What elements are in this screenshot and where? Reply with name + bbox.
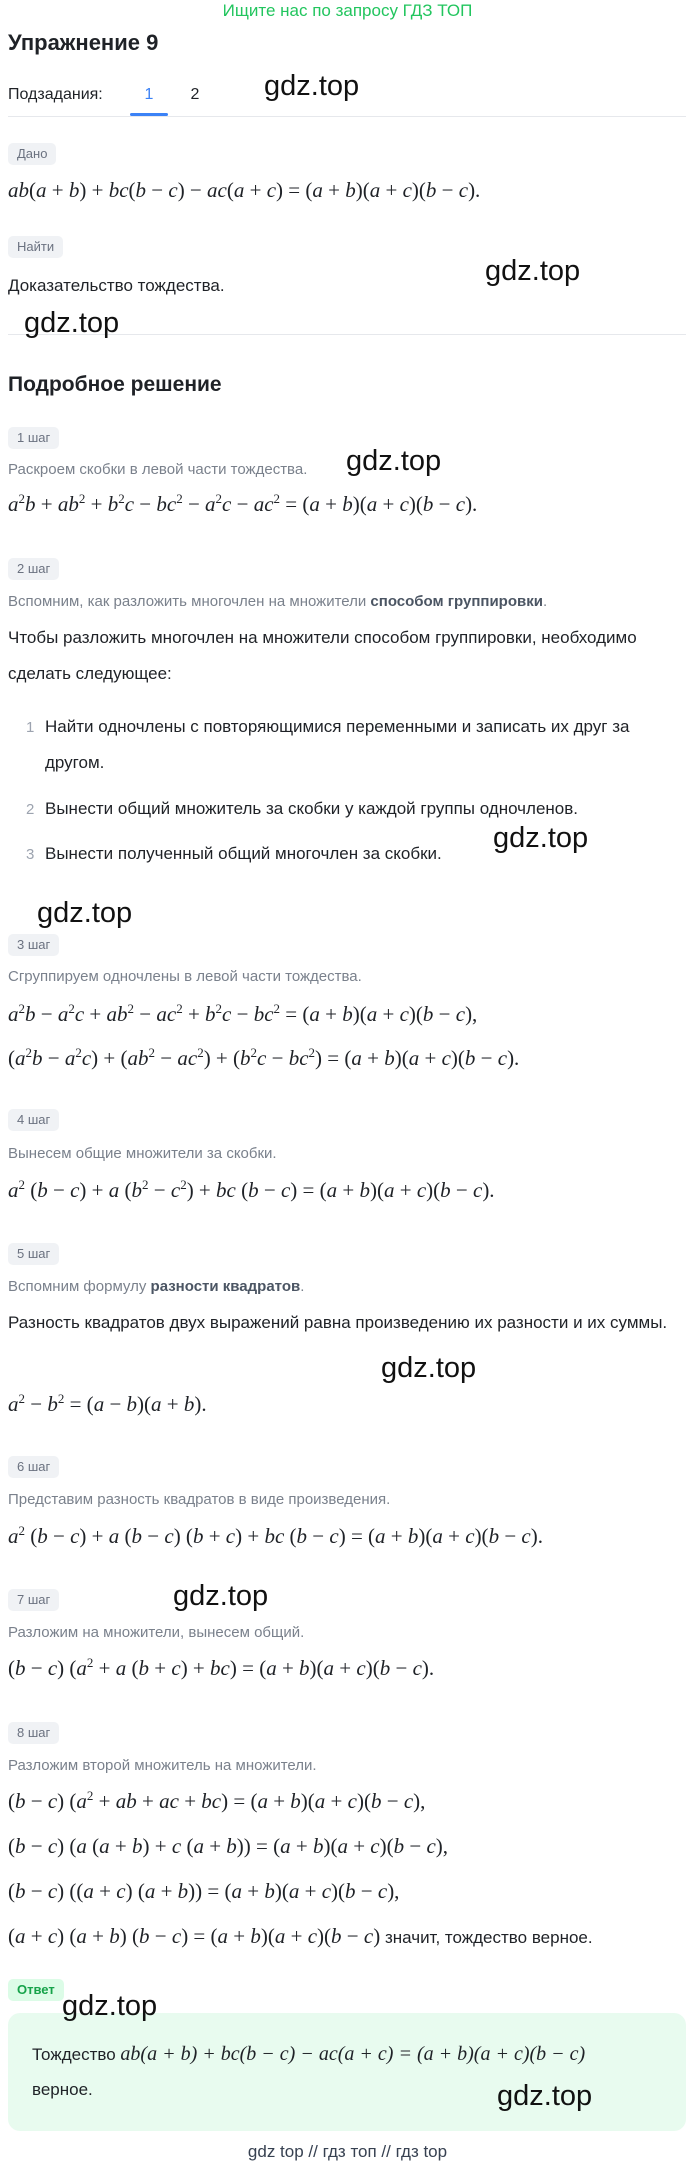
step-label: 7 шаг bbox=[8, 1589, 59, 1611]
step-label: 1 шаг bbox=[8, 427, 59, 449]
tab-subtask-1[interactable]: 1 bbox=[144, 86, 154, 103]
answer-line: Тождество ab(a + b) + bc(b − c) − ac(a + c) = (a + b)(a + c)(b − c) bbox=[32, 2043, 586, 2065]
step-label: 5 шаг bbox=[8, 1243, 59, 1265]
conclusion-text: значит, тождество верное. bbox=[380, 1928, 593, 1947]
step-formula: (a + c) (a + b) (b − c) = (a + b)(a + c)(b − c) значит, тождество верное. bbox=[8, 1924, 593, 1948]
find-label: Найти bbox=[8, 236, 63, 258]
step-formula: $a^2$ (b − c) + a $(b^2 - c^2)$ + bc (b − c) = (a + b)(a + c)(b − c). bbox=[8, 1177, 495, 1202]
watermark: gdz.top bbox=[264, 70, 360, 102]
step-hint: Разложим на множители, вынесем общий. bbox=[8, 1624, 305, 1641]
list-number: 2 bbox=[26, 801, 35, 818]
watermark: gdz.top bbox=[37, 897, 133, 929]
list-item: Вынести общий множитель за скобки у каждой группы одночленов. bbox=[45, 799, 579, 818]
watermark: gdz.top bbox=[346, 445, 442, 477]
step-text: Разность квадратов двух выражений равна произведению их разности и их суммы. bbox=[8, 1313, 668, 1332]
answer-suffix: верное. bbox=[32, 2080, 93, 2099]
subtasks-label: Подзадания: bbox=[8, 86, 103, 103]
watermark: gdz.top bbox=[24, 307, 120, 339]
watermark: gdz.top bbox=[381, 1352, 477, 1384]
step-label: 4 шаг bbox=[8, 1109, 59, 1131]
page-title: Упражнение 9 bbox=[8, 30, 159, 55]
given-label: Дано bbox=[8, 143, 56, 165]
answer-box bbox=[8, 2013, 686, 2131]
step-hint: Сгруппируем одночлены в левой части тождества. bbox=[8, 968, 362, 985]
step-formula: (b − c) ($a^2$ + ab + ac + bc) = (a + b)(a + c)(b − c), bbox=[8, 1788, 426, 1813]
search-banner: Ищите нас по запросу ГДЗ ТОП bbox=[222, 1, 473, 20]
step-formula: $a^2 - b^2 = (a - b)(a + b)$. bbox=[8, 1391, 207, 1416]
list-item: Вынести полученный общий многочлен за скобки. bbox=[45, 844, 442, 863]
step-hint: Вспомним, как разложить многочлен на множители способом группировки. bbox=[8, 593, 548, 610]
step-formula: (b − c) (a (a + b) + c (a + b)) = (a + b)(a + c)(b − c), bbox=[8, 1834, 449, 1858]
step-formula: $(a^2b - a^2c) + (ab^2 - ac^2) + (b^2c - bc^2) = (a + b)(a + c)(b - c)$. bbox=[8, 1045, 520, 1070]
step-hint: Представим разность квадратов в виде произведения. bbox=[8, 1491, 391, 1508]
step-formula: $a^2b - a^2c + ab^2 - ac^2 + b^2c - bc^2 = (a + b)(a + c)(b - c)$, bbox=[8, 1001, 478, 1026]
list-item: Найти одночлены с повторяющимися переменными и записать их друг за другом. bbox=[45, 717, 630, 772]
solution-title: Подробное решение bbox=[8, 373, 222, 396]
step-hint: Разложим второй множитель на множители. bbox=[8, 1757, 317, 1774]
step-hint: Раскроем скобки в левой части тождества. bbox=[8, 461, 308, 478]
step-formula: $a^2b + ab^2 + b^2c - bc^2 - a^2c - ac^2 = (a + b)(a + c)(b - c)$. bbox=[8, 491, 478, 516]
given-formula: ab(a + b) + bc(b − c) − ac(a + c) = (a + b)(a + c)(b − c). bbox=[8, 178, 481, 202]
divider bbox=[8, 116, 686, 117]
step-hint: Вспомним формулу разности квадратов. bbox=[8, 1278, 305, 1295]
watermark: gdz.top bbox=[173, 1580, 269, 1612]
step-label: 2 шаг bbox=[8, 558, 59, 580]
watermark: gdz.top bbox=[485, 255, 581, 287]
watermark: gdz.top bbox=[497, 2080, 593, 2112]
answer-label: Ответ bbox=[8, 1979, 64, 2001]
step-label: 6 шаг bbox=[8, 1456, 59, 1478]
step-label: 3 шаг bbox=[8, 934, 59, 956]
watermark: gdz.top bbox=[493, 822, 589, 854]
step-formula: $a^2$ (b − c) + a (b − c) (b + c) + bc (b − c) = (a + b)(a + c)(b − c). bbox=[8, 1523, 543, 1548]
list-number: 3 bbox=[26, 846, 35, 863]
step-hint: Вынесем общие множители за скобки. bbox=[8, 1145, 277, 1162]
footer: gdz top // гдз топ // гдз top bbox=[247, 2142, 448, 2161]
step-text: Чтобы разложить многочлен на множители способом группировки, необходимо сделать следующее: bbox=[8, 628, 637, 683]
watermark: gdz.top bbox=[62, 1990, 158, 2022]
list-number: 1 bbox=[26, 719, 35, 736]
step-label: 8 шаг bbox=[8, 1722, 59, 1744]
step-formula: (b − c) ($a^2 + a$ (b + c) + bc) = (a + b)(a + c)(b − c). bbox=[8, 1655, 435, 1680]
tab-subtask-2[interactable]: 2 bbox=[190, 86, 200, 103]
step-formula: (b − c) ((a + c) (a + b)) = (a + b)(a + c)(b − c), bbox=[8, 1879, 400, 1903]
find-text: Доказательство тождества. bbox=[8, 276, 225, 295]
